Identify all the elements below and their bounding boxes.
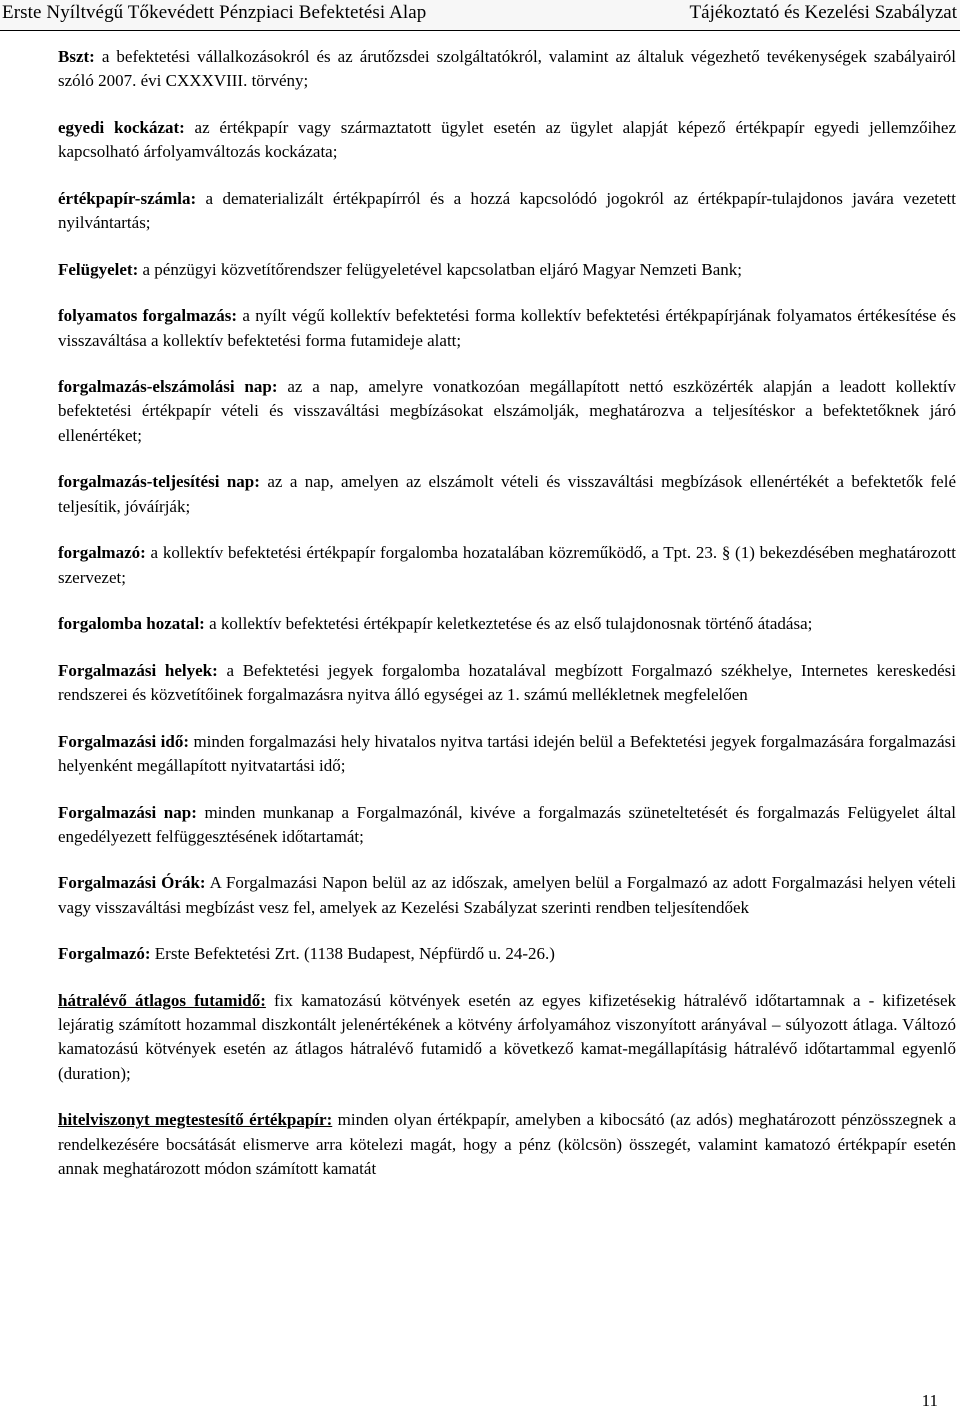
definition-term: forgalmazás-teljesítési nap: xyxy=(58,472,260,492)
definition-term: forgalomba hozatal: xyxy=(58,614,205,634)
definition-forgalmazas-elszamolasi-nap xyxy=(58,375,956,448)
definition-text: a nyílt végű kollektív befektetési forma kollektív befektetési értékpapírjának folyamatos értékesítése és visszaváltása a kollektív befektetési forma futamideje alatt; xyxy=(58,306,956,350)
definition-text: minden munkanap a Forgalmazónál, kivéve a forgalmazás szüneteltetését és forgalmazás Felügyelet által engedélyezett felfüggesztésének időtartamát; xyxy=(58,802,956,846)
definition-bszt xyxy=(58,45,956,94)
definition-text: Erste Befektetési Zrt. (1138 Budapest, Népfürdő u. 24-26.) xyxy=(150,944,555,964)
definition-text: a befektetési vállalkozásokról és az árutőzsdei szolgáltatókról, valamint az általuk végezhető tevékenységek szabályairól szóló 2007. évi CXXXVIII. törvény; xyxy=(58,47,956,91)
definition-term: Forgalmazó: xyxy=(58,944,151,964)
definition-forgalmazasi-nap xyxy=(58,801,956,850)
definition-term: hitelviszonyt megtestesítő értékpapír: xyxy=(58,1110,333,1130)
definition-text: minden olyan értékpapír, amelyben a kibocsátó (az adós) meghatározott pénzösszegnek a rendelkezésére bocsátását elismerve arra kötelezi magát, hogy a pénz (kölcsön) összegét, valamint kamatozó értékpapír esetén annak meghatározott módon számított kamatát xyxy=(58,1110,956,1178)
definition-text: az a nap, amelyen az elszámolt vételi és visszaváltási megbízások ellenértékét a befektetők felé teljesítik, jóváírják; xyxy=(58,472,956,516)
definition-term: forgalmazó: xyxy=(58,543,146,563)
definition-folyamatos-forgalmazas xyxy=(58,304,956,353)
definition-text: a dematerializált értékpapírról és a hozzá kapcsolódó jogokról az értékpapír-tulajdonos javára vezetett nyilvántartás; xyxy=(58,188,956,233)
definition-forgalmazasi-helyek xyxy=(58,659,956,708)
definition-text: az a nap, amelyre vonatkozóan megállapított nettó eszközérték alapján a leadott kollektív befektetési értékpapír vételi és visszaváltási megbízásokat elszámolják, meghatározva a teljesítéskor a befektetőknek járó ellenértéket; xyxy=(58,377,957,445)
definition-egyedi-kockazat xyxy=(58,116,956,165)
definition-forgalmazasi-ido xyxy=(58,730,956,779)
definition-term: Forgalmazási Órák: xyxy=(58,873,206,893)
definition-hitelviszonyt-megtestesito-ertekpapir xyxy=(58,1108,956,1181)
definition-text: a kollektív befektetési értékpapír keletkeztetése és az első tulajdonosnak történő átadása; xyxy=(204,614,813,634)
definition-term: értékpapír-számla: xyxy=(58,188,197,208)
definition-forgalomba-hozatal xyxy=(58,612,956,636)
definition-text: az értékpapír vagy származtatott ügylet esetén az ügylet alapját képező értékpapír egyedi jellemzőihez kapcsolható árfolyamváltozás kockázata; xyxy=(58,117,957,162)
document-title: Erste Nyíltvégű Tőkevédett Pénzpiaci Befektetési Alap xyxy=(2,2,427,23)
definition-term: Felügyelet: xyxy=(58,259,139,279)
definition-term: Forgalmazási helyek: xyxy=(58,660,218,680)
definition-forgalmazasi-orak xyxy=(58,871,956,920)
definition-forgalmazo xyxy=(58,541,956,590)
definition-hatralevo-atlagos-futamido xyxy=(58,989,956,1086)
definition-ertekpapir-szamla xyxy=(58,187,956,236)
definition-text: a pénzügyi közvetítőrendszer felügyeletével kapcsolatban eljáró Magyar Nemzeti Bank; xyxy=(138,259,742,279)
page-number: 11 xyxy=(921,1391,938,1410)
definition-term: Forgalmazási idő: xyxy=(58,731,189,751)
definition-text: fix kamatozású kötvények esetén az egyes kifizetésekig hátralévő időtartamnak a - kifizetések lejáratig számított hozammal diszkontált jelenértékének a kötvény árfolyamához viszonyított arányával – súlyozott átlaga. Változó kamatozású kötvények esetén az átlagos hátralévő futamidő a következő kamat-megállapításig hátralévő időtartammal egyenlő (duration); xyxy=(58,990,956,1083)
definitions-list xyxy=(58,45,956,1204)
definition-term: Bszt: xyxy=(58,47,95,66)
definition-term: hátralévő átlagos futamidő: xyxy=(58,990,266,1010)
page-header xyxy=(0,0,960,31)
definition-felugyelet xyxy=(58,258,956,282)
definition-text: minden forgalmazási hely hivatalos nyitva tartási idején belül a Befektetési jegyek forgalmazására forgalmazási helyenként megállapított nyitvatartási idő; xyxy=(58,731,956,775)
definition-forgalmazas-teljesitesi-nap xyxy=(58,470,956,519)
definition-term: forgalmazás-elszámolási nap: xyxy=(58,377,278,397)
definition-term: egyedi kockázat: xyxy=(58,117,185,137)
definition-text: a Befektetési jegyek forgalomba hozatalával megbízott Forgalmazó székhelye, Internetes kereskedési rendszerei és közvetítőinek forgalmazásra nyitva álló egységei az 1. számú mellékletnek megfelelően xyxy=(58,660,956,705)
definition-text: a kollektív befektetési értékpapír forgalomba hozatalában közreműködő, a Tpt. 23. § (1) bekezdésében meghatározott szervezet; xyxy=(58,543,956,587)
document-section-title: Tájékoztató és Kezelési Szabályzat xyxy=(689,2,957,23)
definition-term: Forgalmazási nap: xyxy=(58,802,197,822)
definition-term: folyamatos forgalmazás: xyxy=(58,306,238,326)
definition-forgalmazo-company xyxy=(58,942,956,966)
definition-text: A Forgalmazási Napon belül az az időszak, amelyen belül a Forgalmazó az adott Forgalmazási helyen vételi vagy visszaváltási megbízást vesz fel, amelyek az Kezelési Szabályzat szerinti rendben teljesítendőek xyxy=(58,873,956,917)
